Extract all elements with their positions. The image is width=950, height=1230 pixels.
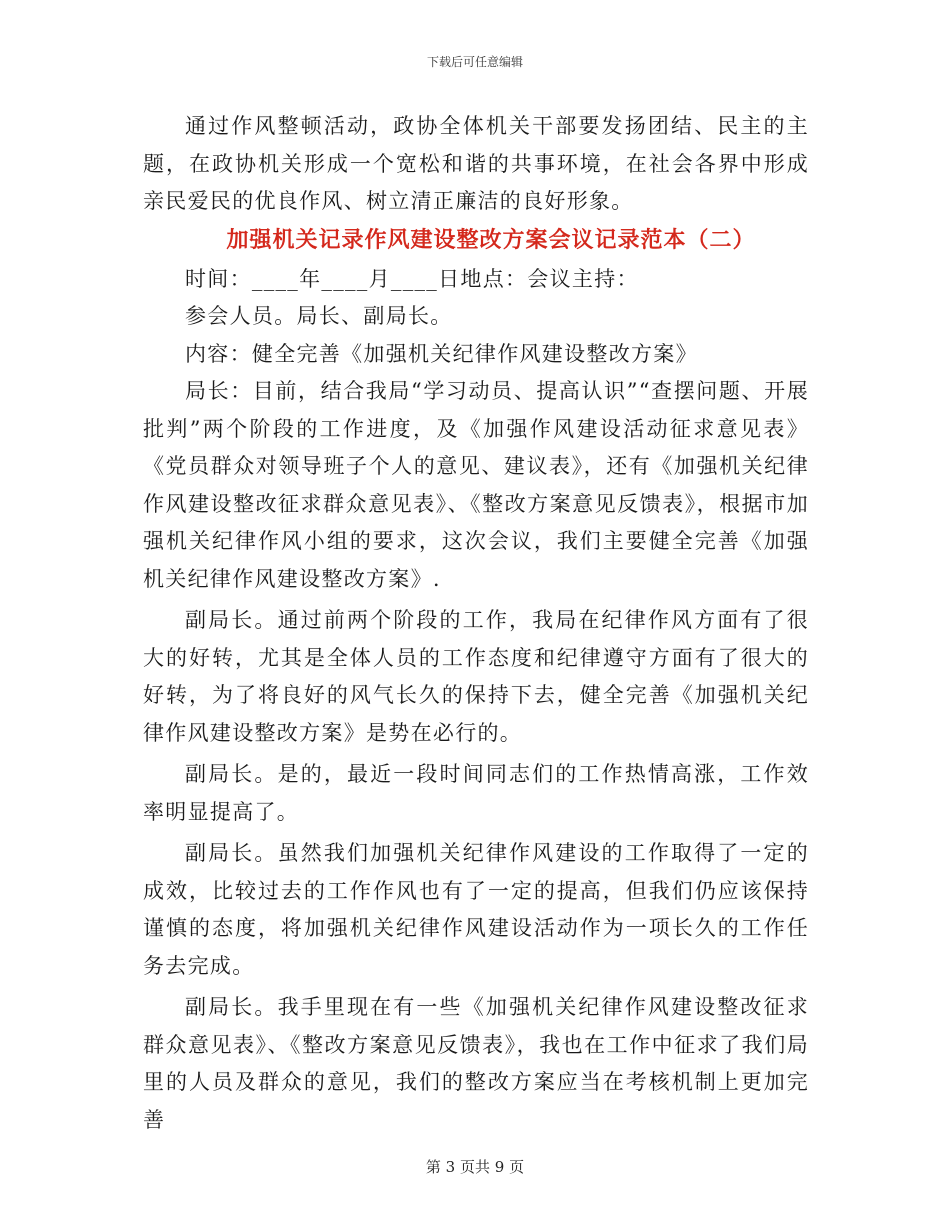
document-body [143, 108, 809, 1139]
meeting-attendees: 参会人员。局长、副局长。 [185, 304, 453, 328]
meeting-content: 内容：健全完善《加强机关纪律作风建设整改方案》 [185, 341, 698, 366]
speech-paragraph: 局长：目前，结合我局“学习动员、提高认识”“查摆问题、开展批判”两个阶段的工作进度，及《加强作风建设活动征求意见表》《党员群众对领导班子个人的意见、建议表》，还有《加强机关纪律作风建设整改征求群众意见表》、《整改方案意见反馈表》，根据市加强机关纪律作风小组的要求，这次会议，我们主要健全完善《加强机关纪律作风建设整改方案》. [143, 379, 809, 591]
speech-paragraph: 副局长。虽然我们加强机关纪律作风建设的工作取得了一定的成效，比较过去的工作作风也有了一定的提高，但我们仍应该保持谨慎的态度，将加强机关纪律作风建设活动作为一项长久的工作任务去完成。 [143, 841, 809, 978]
meeting-time-line: 时间：____年____月____日地点：会议主持： [185, 266, 639, 291]
speech-paragraph: 副局长。通过前两个阶段的工作，我局在纪律作风方面有了很大的好转，尤其是全体人员的工作态度和纪律遵守方面有了很大的好转，为了将良好的风气长久的保持下去，健全完善《加强机关纪律作风建设整改方案》是势在必行的。 [143, 608, 809, 745]
intro-paragraph: 通过作风整顿活动，政协全体机关干部要发扬团结、民主的主题，在政协机关形成一个宽松和谐的共事环境，在社会各界中形成亲民爱民的优良作风、树立清正廉洁的良好形象。 [143, 114, 809, 213]
page-footer: 第 3 页共 9 页 [425, 1158, 525, 1176]
document-title: 加强机关记录作风建设整改方案会议记录范本（二） [226, 227, 756, 253]
header-note: 下载后可任意编辑 [426, 55, 523, 69]
speech-paragraph: 副局长。我手里现在有一些《加强机关纪律作风建设整改征求群众意见表》、《整改方案意见反馈表》，我也在工作中征求了我们局里的人员及群众的意见，我们的整改方案应当在考核机制上更加完善 [143, 995, 809, 1132]
speech-paragraph: 副局长。是的，最近一段时间同志们的工作热情高涨，工作效率明显提高了。 [143, 762, 809, 824]
